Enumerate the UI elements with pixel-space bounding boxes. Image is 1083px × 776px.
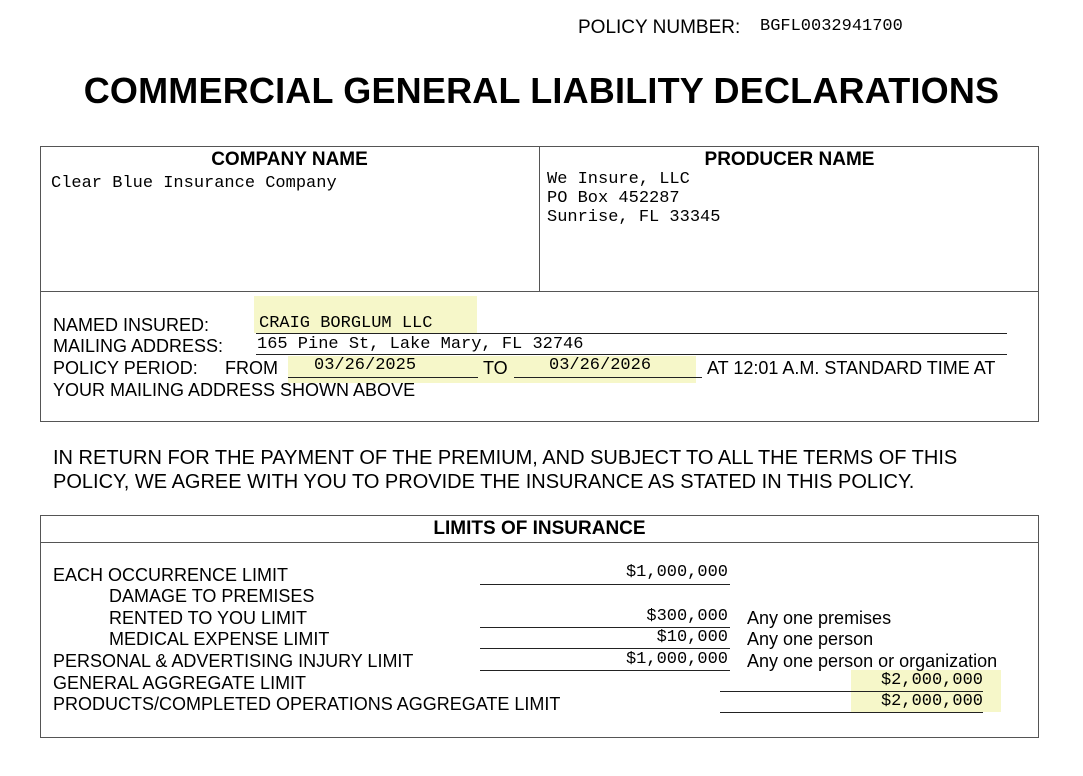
medical-expense-note: Any one person (747, 629, 874, 649)
general-aggregate-value: $2,000,000 (880, 671, 983, 690)
named-insured-label: NAMED INSURED: (53, 315, 210, 335)
general-aggregate-label: GENERAL AGGREGATE LIMIT (53, 673, 307, 693)
rented-to-you-note: Any one premises (747, 608, 892, 628)
each-occurrence-value: $1,000,000 (625, 563, 728, 582)
rented-to-you-value: $300,000 (646, 607, 728, 626)
agreement-line-2: POLICY, WE AGREE WITH YOU TO PROVIDE THE INSURANCE AS STATED IN THIS POLICY. (53, 471, 915, 493)
products-completed-label: PRODUCTS/COMPLETED OPERATIONS AGGREGATE LIMIT (53, 694, 561, 714)
producer-line-3: Sunrise, FL 33345 (547, 208, 721, 227)
mailing-address-underline (256, 354, 1007, 355)
document-title: COMMERCIAL GENERAL LIABILITY DECLARATIONS (83, 70, 1000, 111)
from-date-underline (288, 377, 478, 378)
medical-expense-label: MEDICAL EXPENSE LIMIT (109, 629, 330, 649)
policy-to-date: 03/26/2026 (549, 356, 652, 375)
personal-advertising-label: PERSONAL & ADVERTISING INJURY LIMIT (53, 651, 414, 671)
named-insured-value: CRAIG BORGLUM LLC (259, 314, 433, 333)
products-completed-value: $2,000,000 (880, 692, 983, 711)
products-completed-underline (720, 712, 983, 713)
limits-heading-rule (40, 542, 1039, 543)
named-insured-underline (256, 333, 1007, 334)
rented-to-you-label: RENTED TO YOU LIMIT (109, 608, 308, 628)
to-date-underline (514, 377, 702, 378)
policy-period-suffix: AT 12:01 A.M. STANDARD TIME AT (707, 358, 996, 378)
personal-advertising-note: Any one person or organization (747, 651, 998, 671)
policy-period-label: POLICY PERIOD: (53, 358, 198, 378)
personal-advertising-value: $1,000,000 (625, 650, 728, 669)
to-label: TO (483, 358, 508, 378)
policy-from-date: 03/26/2025 (314, 356, 417, 375)
each-occurrence-label: EACH OCCURRENCE LIMIT (53, 565, 289, 585)
company-name-heading: COMPANY NAME (211, 149, 368, 170)
policy-number-label: POLICY NUMBER: (578, 17, 741, 38)
mailing-address-value: 165 Pine St, Lake Mary, FL 32746 (257, 335, 584, 354)
mailing-address-label: MAILING ADDRESS: (53, 336, 224, 356)
each-occurrence-underline (480, 584, 730, 585)
medical-expense-value: $10,000 (656, 628, 728, 647)
company-name-value: Clear Blue Insurance Company (51, 174, 337, 193)
producer-name-heading: PRODUCER NAME (704, 149, 875, 170)
from-label: FROM (225, 358, 278, 378)
producer-line-1: We Insure, LLC (547, 170, 690, 189)
limits-heading: LIMITS OF INSURANCE (433, 518, 646, 539)
personal-advertising-underline (480, 670, 730, 671)
damage-to-premises-label: DAMAGE TO PREMISES (109, 586, 315, 606)
policy-period-suffix-line2: YOUR MAILING ADDRESS SHOWN ABOVE (53, 380, 416, 400)
medical-expense-underline (480, 648, 730, 649)
agreement-line-1: IN RETURN FOR THE PAYMENT OF THE PREMIUM, AND SUBJECT TO ALL THE TERMS OF THIS (53, 447, 958, 469)
policy-number-value: BGFL0032941700 (760, 17, 903, 36)
producer-line-2: PO Box 452287 (547, 189, 680, 208)
